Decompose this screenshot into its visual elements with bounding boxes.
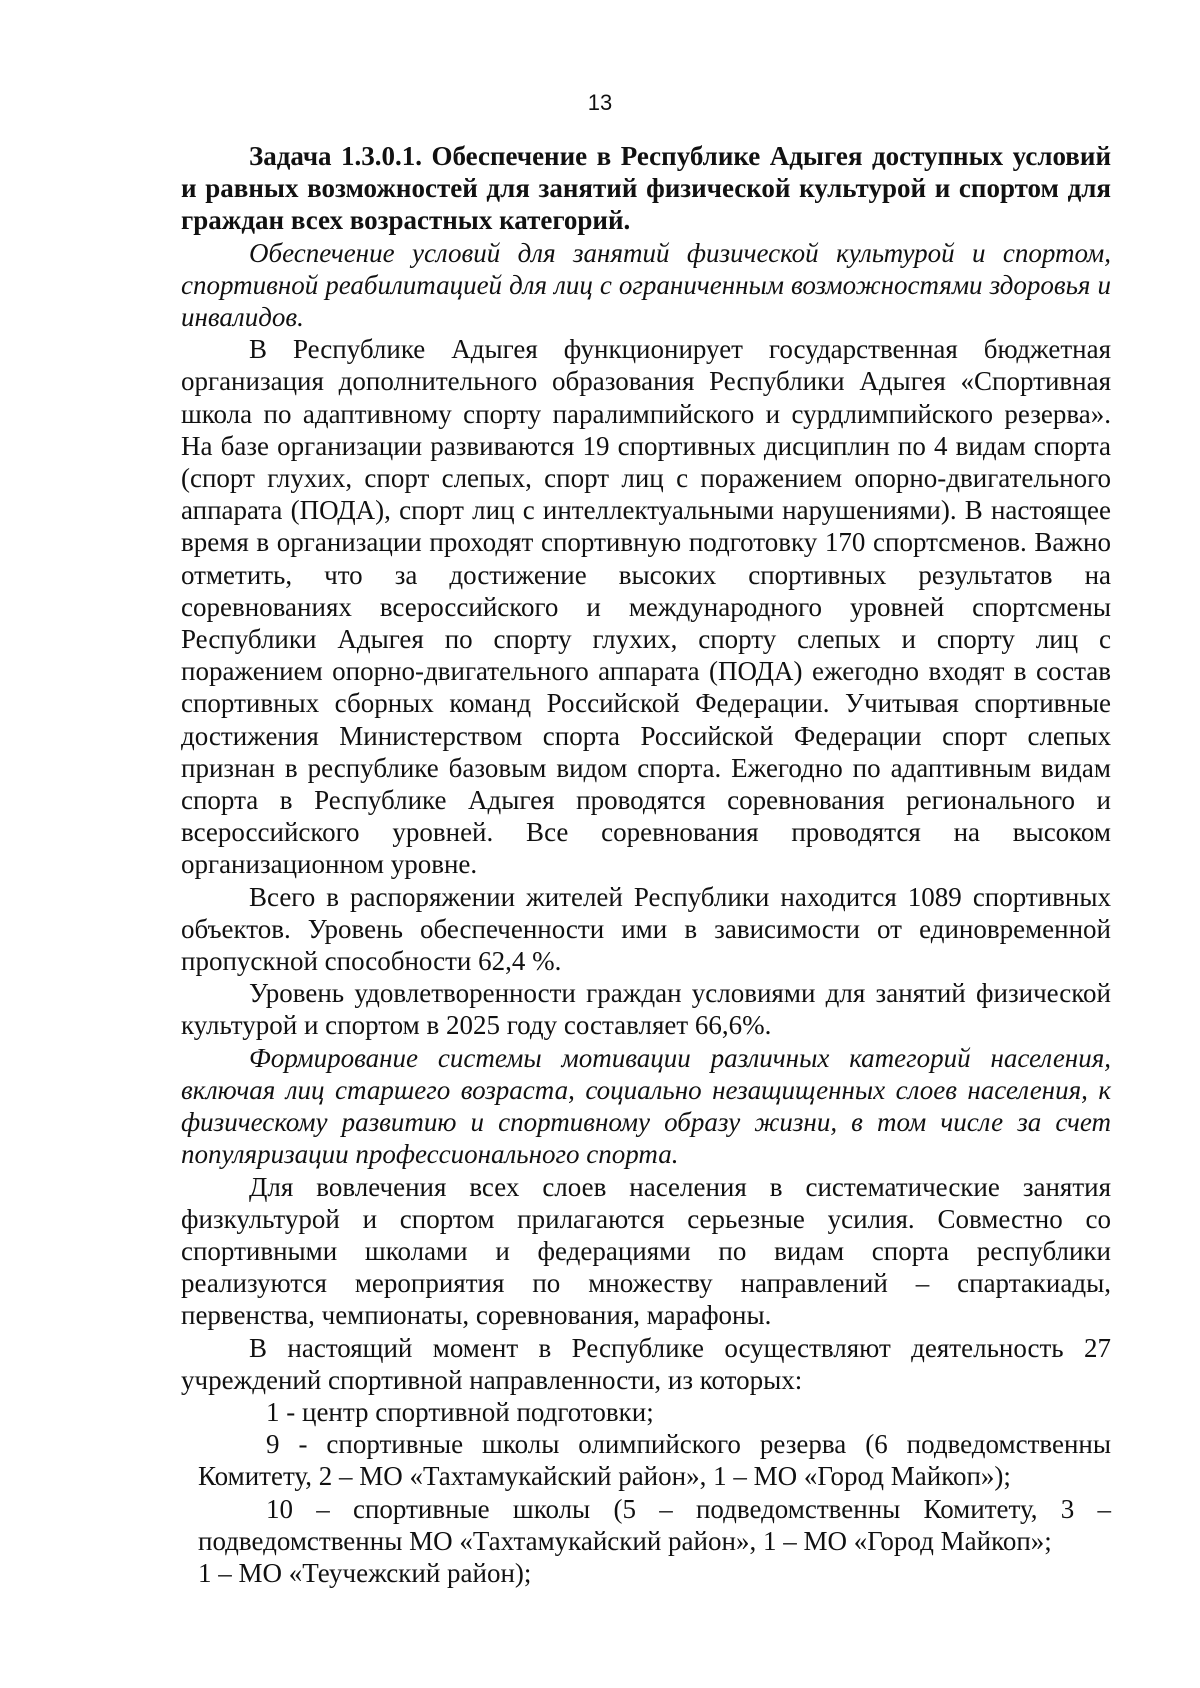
page-number: 13 — [587, 90, 613, 115]
italic-subheading-motivation: Формирование системы мотивации различных категорий населения, включая лиц старшего возраста, социально незащищенных слоев населения, к физическому развитию и спортивному образу жизни, в том числе за счет популяризации профессионального спорта. — [181, 1042, 1111, 1170]
list-item-continuation: 1 – МО «Теучежский район); — [198, 1557, 532, 1588]
paragraph-sports-facilities: Всего в распоряжении жителей Республики находится 1089 спортивных объектов. Уровень обеспеченности ими в зависимости от единовременной пропускной способности 62,4 %. — [181, 881, 1111, 977]
task-heading: Задача 1.3.0.1. Обеспечение в Республике Адыгея доступных условий и равных возможностей для занятий физической культурой и спортом для граждан всех возрастных категорий. — [181, 141, 1111, 236]
paragraph-adaptive-sport-school: В Республике Адыгея функционирует государственная бюджетная организация дополнительного образования Республики Адыгея «Спортивная школа по адаптивному спорту паралимпийского и сурдлимпийского резерва». На базе организации развиваются 19 спортивных дисциплин по 4 видам спорта (спорт глухих, спорт слепых, спорт лиц с поражением опорно-двигательного аппарата (ПОДА), спорт лиц с интеллектуальными нарушениями). В настоящее время в организации проходят спортивную подготовку 170 спортсменов. Важно отметить, что за достижение высоких спортивных результатов на соревнованиях всероссийского и международного уровней спортсмены Республики Адыгея по спорту глухих, спорту слепых и спорту лиц с поражением опорно-двигательного аппарата (ПОДА) ежегодно входят в состав спортивных сборных команд Российской Федерации. Учитывая спортивные достижения Министерством спорта Российской Федерации спорт слепых признан в республике базовым видом спорта. Ежегодно по адаптивным видам спорта в Республике Адыгея проводятся соревнования регионального и всероссийского уровней. Все соревнования проводятся на высоком организационном уровне. — [181, 334, 1111, 880]
document-body — [181, 140, 1111, 1589]
list-item: 9 - спортивные школы олимпийского резерва (6 подведомственны Комитету, 2 – МО «Тахтамукайский район», 1 – МО «Город Майкоп»); — [198, 1429, 1111, 1492]
paragraph-institutions-count: В настоящий момент в Республике осуществляют деятельность 27 учреждений спортивной направленности, из которых: — [181, 1332, 1111, 1395]
list-item: 10 – спортивные школы (5 – подведомственны Комитету, 3 – подведомственны МО «Тахтамукайский район», 1 – МО «Город Майкоп»; — [198, 1493, 1111, 1556]
list-item: 1 - центр спортивной подготовки; — [266, 1396, 654, 1427]
paragraph-engagement-efforts: Для вовлечения всех слоев населения в систематические занятия физкультурой и спортом прилагаются серьезные усилия. Совместно со спортивными школами и федерациями по видам спорта республики реализуются мероприятия по множеству направлений – спартакиады, первенства, чемпионаты, соревнования, марафоны. — [181, 1171, 1111, 1331]
institutions-list — [181, 1396, 1111, 1589]
italic-subheading-accessibility: Обеспечение условий для занятий физической культурой и спортом, спортивной реабилитацией для лиц с ограниченным возможностями здоровья и инвалидов. — [181, 237, 1111, 333]
paragraph-satisfaction-level: Уровень удовлетворенности граждан условиями для занятий физической культурой и спортом в 2025 году составляет 66,6%. — [181, 978, 1111, 1041]
